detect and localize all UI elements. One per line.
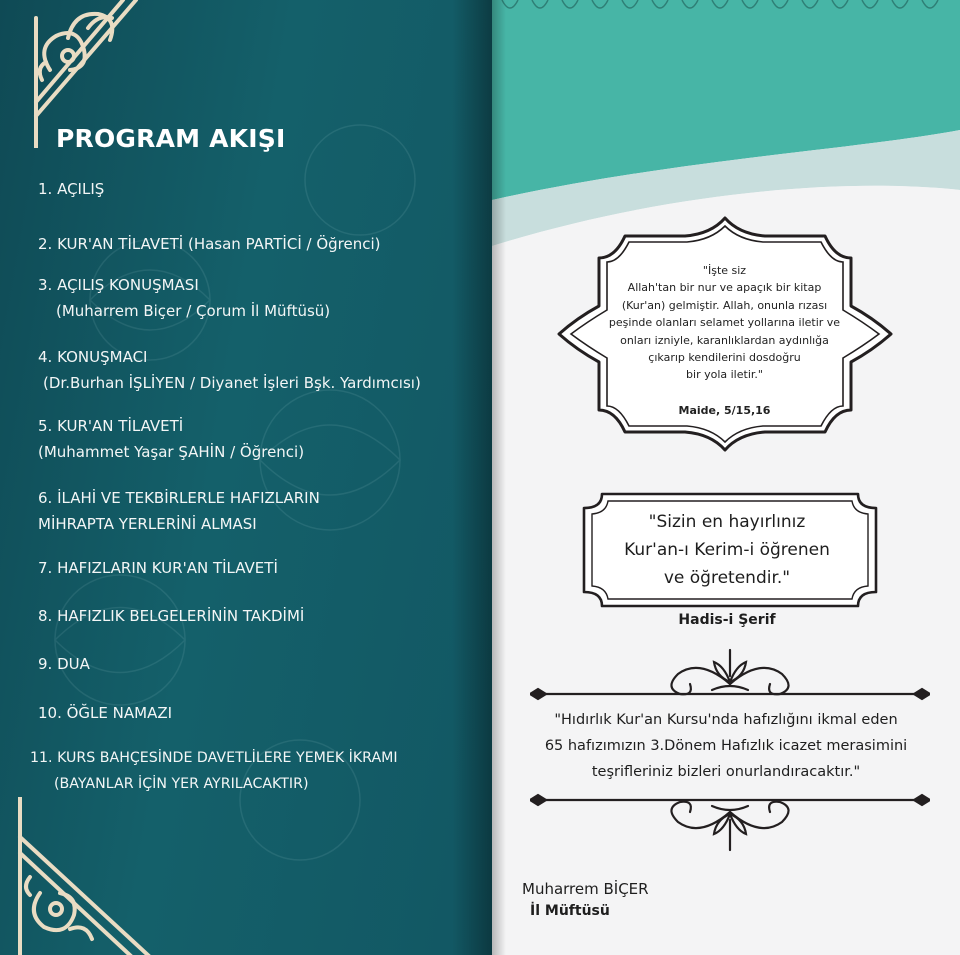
invitation-line: teşrifleriniz bizleri onurlandıracaktır." — [591, 764, 861, 780]
program-item-text: 11. KURS BAHÇESİNDE DAVETLİLERE YEMEK İKRAMI — [30, 750, 398, 766]
program-item-text: 5. KUR'AN TİLAVETİ — [38, 417, 184, 435]
program-item-1 — [38, 176, 104, 202]
program-item-text: 6. İLAHİ VE TEKBİRLERLE HAFIZLARIN — [38, 489, 320, 507]
program-item-11 — [30, 745, 398, 797]
invitation-line: 65 hafızımızın 3.Dönem Hafızlık icazet merasimini — [544, 738, 908, 754]
program-item-text: 8. HAFIZLIK BELGELERİNİN TAKDİMİ — [38, 607, 305, 625]
program-item-text: 3. AÇILIŞ KONUŞMASI — [38, 276, 199, 294]
ayah-source: Maide, 5/15,16 — [678, 404, 771, 417]
hadith-line: Kur'an-ı Kerim-i öğrenen — [624, 540, 830, 560]
hadith-line: ve öğretendir." — [663, 568, 791, 588]
hadith-line: "Sizin en hayırlınız — [648, 512, 806, 532]
program-item-text: 1. AÇILIŞ — [38, 180, 105, 198]
ayah-line: onları izniyle, karanlıklardan aydınlığa — [620, 333, 829, 347]
hadith-quote — [592, 508, 862, 592]
invitation-line: "Hıdırlık Kur'an Kursu'nda hafızlığını ikmal eden — [554, 712, 898, 728]
ayah-line: çıkarıp kendilerini dosdoğru — [648, 351, 801, 365]
signer-name: Muharrem BİÇER — [522, 880, 649, 898]
ayah-line: Allah'tan bir nur ve apaçık bir kitap — [627, 281, 822, 295]
program-item-detail: (Muharrem Biçer / Çorum İl Müftüsü) — [56, 302, 331, 320]
program-item-text: 7. HAFIZLARIN KUR'AN TİLAVETİ — [38, 559, 278, 577]
program-item-6 — [38, 485, 320, 537]
program-item-detail: (Muhammet Yaşar ŞAHİN / Öğrenci) — [38, 443, 305, 461]
program-item-8 — [38, 603, 304, 629]
program-item-detail: MİHRAPTA YERLERİNİ ALMASI — [38, 515, 257, 533]
divider-ornament-top — [530, 646, 930, 706]
program-item-text: 9. DUA — [38, 655, 90, 673]
program-item-detail: (BAYANLAR İÇİN YER AYRILACAKTIR) — [54, 776, 309, 792]
signer-title: İl Müftüsü — [530, 903, 610, 919]
program-item-2 — [38, 231, 381, 257]
program-item-7 — [38, 555, 278, 581]
program-item-4 — [38, 344, 421, 396]
program-title: PROGRAM AKIŞI — [56, 124, 286, 153]
program-item-text: 4. KONUŞMACI — [38, 348, 148, 366]
program-item-text: 10. ÖĞLE NAMAZI — [38, 704, 173, 722]
divider-ornament-bottom — [530, 790, 930, 860]
ayah-quote — [587, 262, 862, 384]
program-item-3 — [38, 272, 330, 324]
invitation-text — [492, 707, 960, 785]
program-item-10 — [38, 700, 172, 726]
ayah-line: "İşte siz — [702, 264, 747, 277]
page-fold-shadow — [452, 0, 492, 955]
hadith-source: Hadis-i Şerif — [678, 612, 776, 628]
ayah-line: bir yola iletir." — [686, 368, 763, 382]
page-fold-shadow — [492, 0, 506, 955]
program-item-text: 2. KUR'AN TİLAVETİ (Hasan PARTİCİ / Öğrenci) — [38, 235, 381, 253]
quotes-panel — [492, 0, 960, 955]
program-item-detail: (Dr.Burhan İŞLİYEN / Diyanet İşleri Bşk. Yardımcısı) — [43, 374, 421, 392]
ayah-line: (Kur'an) gelmiştir. Allah, onunla rızası — [621, 298, 828, 312]
corner-ornament-bottom — [0, 797, 170, 955]
program-item-5 — [38, 413, 304, 465]
ayah-line: peşinde olanları selamet yollarına iletir ve — [608, 316, 841, 330]
program-item-9 — [38, 651, 90, 677]
